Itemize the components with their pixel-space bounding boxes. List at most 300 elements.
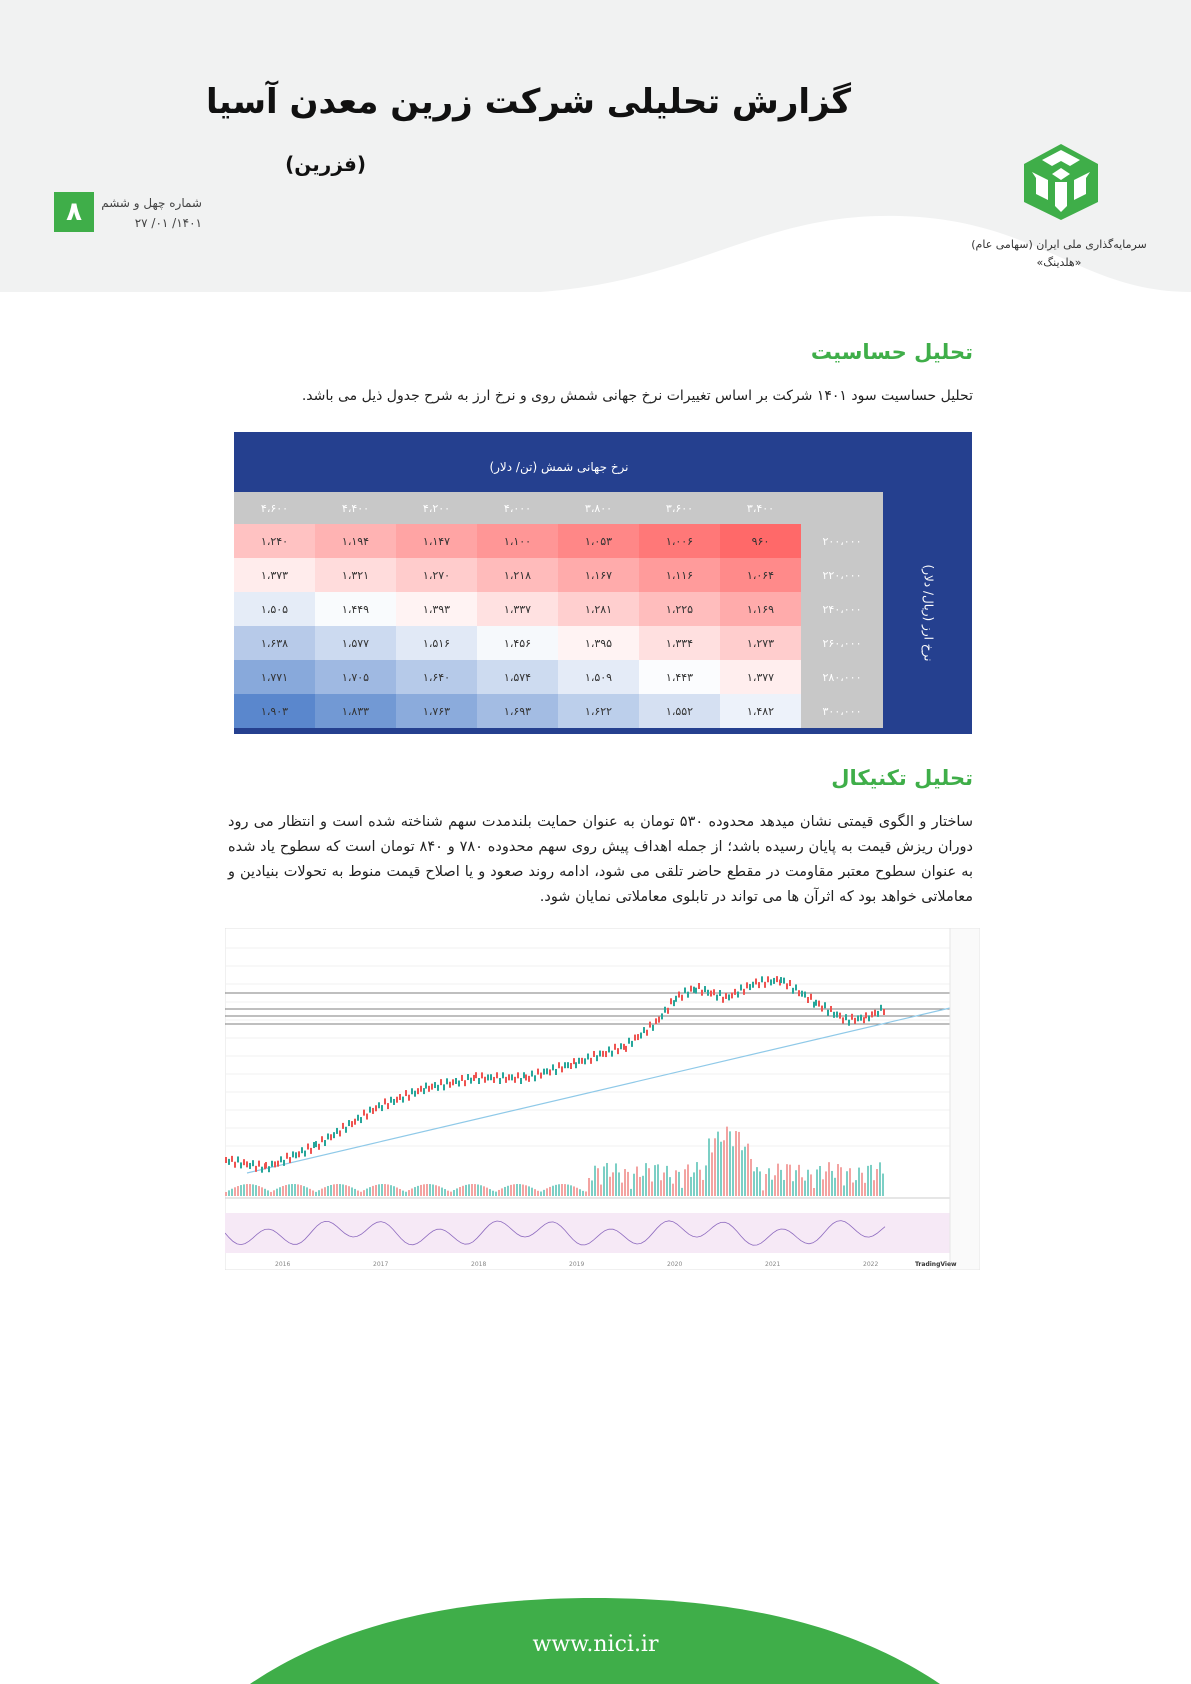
volume-bar <box>318 1190 320 1196</box>
technical-text: ساختار و الگوی قیمتی نشان میدهد محدوده ۵۳۰ تومان به عنوان حمایت بلندمدت سهم شناخته شده است و انتظار می رود دوران ریزش قیمت به پایان رسیده باشد؛ از جمله اهداف پیش روی سهم محدوده ۷۸۰ و ۸۴۰ تومان است که سطوح یاد شده به عنوان سطوح معتبر مقاومت در مقطع حاضر تلقی می شود، ادامه روند صعود و یا اصلاح قیمت منوط به تحولات بنیادین و معاملاتی خواهد بود که اثرآن ها می تواند در تابلوی معاملاتی نمایان شود. <box>228 814 973 905</box>
price-candle <box>740 985 742 991</box>
price-candle <box>605 1051 607 1057</box>
price-candle <box>425 1083 427 1089</box>
price-candle <box>369 1107 371 1113</box>
volume-bar <box>750 1159 752 1196</box>
volume-bar <box>483 1186 485 1196</box>
website-url[interactable]: www.nici.ir <box>532 1632 659 1657</box>
sensitivity-cell: ۱،۷۰۵ <box>315 660 396 694</box>
volume-bar <box>603 1166 605 1196</box>
volume-bar <box>462 1186 464 1196</box>
volume-bar <box>786 1164 788 1196</box>
volume-bar <box>738 1132 740 1196</box>
volume-bar <box>666 1166 668 1196</box>
volume-bar <box>843 1185 845 1196</box>
volume-bar <box>606 1163 608 1196</box>
price-candle <box>658 1017 660 1023</box>
sensitivity-table-container <box>234 432 972 734</box>
price-candle <box>490 1074 492 1080</box>
price-candle <box>764 982 766 988</box>
volume-bar <box>804 1181 806 1196</box>
volume-bar <box>273 1190 275 1196</box>
price-candle <box>499 1078 501 1084</box>
volume-bar <box>315 1192 317 1196</box>
volume-bar <box>654 1165 656 1196</box>
price-candle <box>405 1090 407 1096</box>
volume-bar <box>471 1184 473 1196</box>
price-candle <box>634 1035 636 1041</box>
price-candle <box>378 1102 380 1108</box>
volume-bar <box>570 1185 572 1196</box>
price-candle <box>590 1058 592 1064</box>
volume-bar <box>237 1186 239 1196</box>
volume-bar <box>489 1189 491 1196</box>
volume-bar <box>309 1189 311 1196</box>
price-candle <box>246 1161 248 1167</box>
price-candle <box>848 1020 850 1026</box>
price-candle <box>581 1058 583 1064</box>
price-candle <box>511 1074 513 1080</box>
volume-bar <box>564 1184 566 1196</box>
price-candle <box>428 1086 430 1092</box>
price-candle <box>252 1160 254 1166</box>
price-candle <box>664 1007 666 1013</box>
volume-bar <box>615 1163 617 1196</box>
price-candle <box>655 1018 657 1024</box>
price-candle <box>417 1088 419 1094</box>
price-candle <box>408 1095 410 1101</box>
price-candle <box>255 1166 257 1172</box>
price-candle <box>402 1097 404 1103</box>
volume-bar <box>270 1192 272 1196</box>
volume-bar <box>729 1131 731 1196</box>
sensitivity-row-header: ۳۰۰،۰۰۰ <box>801 694 883 728</box>
price-candle <box>496 1072 498 1078</box>
volume-bar <box>642 1176 644 1196</box>
x-tick-label: 2018 <box>471 1261 487 1268</box>
volume-bar <box>540 1192 542 1196</box>
volume-bar <box>264 1189 266 1196</box>
volume-bar <box>789 1165 791 1196</box>
price-candle <box>493 1077 495 1083</box>
price-candle <box>874 1010 876 1016</box>
volume-bar <box>873 1180 875 1196</box>
sensitivity-cell: ۱،۴۸۲ <box>720 694 801 728</box>
price-candle <box>813 1002 815 1008</box>
volume-bar <box>516 1184 518 1196</box>
volume-bar <box>372 1186 374 1196</box>
price-candle <box>360 1117 362 1123</box>
price-candle <box>396 1097 398 1103</box>
price-candle <box>265 1162 267 1168</box>
technical-price-chart <box>225 928 980 1270</box>
price-candle <box>339 1130 341 1136</box>
price-candle <box>393 1099 395 1105</box>
volume-bar <box>573 1186 575 1196</box>
volume-bar <box>636 1167 638 1196</box>
price-candle <box>698 983 700 989</box>
price-candle <box>268 1166 270 1172</box>
volume-bar <box>579 1189 581 1196</box>
x-tick-label: 2017 <box>373 1261 389 1268</box>
price-candle <box>558 1062 560 1068</box>
volume-bar <box>558 1184 560 1196</box>
sensitivity-cell: ۱،۶۹۳ <box>477 694 558 728</box>
sensitivity-heading: تحلیل حساسیت <box>810 340 973 364</box>
price-candle <box>261 1167 263 1173</box>
volume-bar <box>420 1185 422 1196</box>
volume-bar <box>387 1184 389 1196</box>
price-candle <box>366 1114 368 1120</box>
sensitivity-cell: ۱،۰۰۶ <box>639 524 720 558</box>
sensitivity-column-header: ۴،۰۰۰ <box>477 492 558 524</box>
price-candle <box>552 1064 554 1070</box>
price-candle <box>411 1088 413 1094</box>
sensitivity-cell: ۱،۱۴۷ <box>396 524 477 558</box>
sensitivity-cell: ۱،۲۷۳ <box>720 626 801 660</box>
price-candle <box>381 1105 383 1111</box>
price-candle <box>602 1051 604 1057</box>
price-candle <box>390 1097 392 1103</box>
price-candle <box>243 1159 245 1165</box>
volume-bar <box>585 1191 587 1196</box>
volume-bar <box>468 1184 470 1196</box>
volume-bar <box>708 1138 710 1196</box>
price-candle <box>446 1078 448 1084</box>
price-candle <box>599 1051 601 1057</box>
price-candle <box>508 1074 510 1080</box>
volume-bar <box>429 1184 431 1196</box>
price-candle <box>640 1033 642 1039</box>
tradingview-brand: TradingView <box>915 1261 957 1268</box>
price-candle <box>652 1025 654 1031</box>
company-logo-icon <box>1022 142 1100 222</box>
price-candle <box>505 1077 507 1083</box>
volume-bar <box>798 1165 800 1196</box>
sensitivity-cell: ۱،۶۳۸ <box>234 626 315 660</box>
volume-bar <box>864 1183 866 1196</box>
volume-bar <box>243 1184 245 1196</box>
price-candle <box>725 993 727 999</box>
volume-bar <box>399 1189 401 1196</box>
volume-bar <box>855 1180 857 1196</box>
rsi-band <box>225 1213 950 1253</box>
volume-bar <box>288 1184 290 1196</box>
volume-bar <box>840 1167 842 1196</box>
volume-bar <box>546 1188 548 1196</box>
price-candle <box>792 988 794 994</box>
price-candle <box>701 990 703 996</box>
volume-bar <box>384 1184 386 1196</box>
volume-bar <box>663 1172 665 1196</box>
price-candle <box>755 979 757 985</box>
price-candle <box>804 992 806 998</box>
price-candle <box>670 998 672 1004</box>
price-candle <box>807 997 809 1003</box>
volume-bar <box>480 1185 482 1196</box>
x-tick-label: 2022 <box>863 1261 879 1268</box>
volume-bar <box>513 1184 515 1196</box>
volume-bar <box>684 1169 686 1196</box>
sensitivity-cell: ۹۶۰ <box>720 524 801 558</box>
volume-bar <box>495 1192 497 1196</box>
volume-bar <box>831 1171 833 1196</box>
volume-bar <box>759 1171 761 1196</box>
organization-name <box>969 236 1149 272</box>
price-candle <box>384 1098 386 1104</box>
volume-bar <box>561 1184 563 1196</box>
price-candle <box>871 1011 873 1017</box>
volume-bar <box>552 1186 554 1196</box>
price-candle <box>722 997 724 1003</box>
sensitivity-cell: ۱،۲۷۰ <box>396 558 477 592</box>
sensitivity-column-header: ۳،۸۰۰ <box>558 492 639 524</box>
sensitivity-cell: ۱،۳۳۷ <box>477 592 558 626</box>
price-candle <box>570 1063 572 1069</box>
price-candle <box>743 989 745 995</box>
price-candle <box>240 1162 242 1168</box>
sensitivity-cell: ۱،۷۷۱ <box>234 660 315 694</box>
price-candle <box>283 1160 285 1166</box>
volume-bar <box>342 1184 344 1196</box>
volume-bar <box>543 1190 545 1196</box>
price-candle <box>357 1115 359 1121</box>
price-candle <box>880 1005 882 1011</box>
sensitivity-cell: ۱،۴۴۹ <box>315 592 396 626</box>
price-candle <box>578 1058 580 1064</box>
price-candle <box>567 1062 569 1068</box>
volume-bar <box>648 1168 650 1196</box>
price-candle <box>301 1147 303 1153</box>
price-candle <box>815 1000 817 1006</box>
sensitivity-row <box>234 524 883 558</box>
volume-bar <box>819 1166 821 1196</box>
price-candle <box>399 1094 401 1100</box>
volume-bar <box>498 1190 500 1196</box>
volume-bar <box>717 1132 719 1196</box>
volume-bar <box>501 1188 503 1196</box>
sensitivity-table <box>234 492 883 728</box>
volume-bar <box>762 1190 764 1196</box>
volume-bar <box>444 1189 446 1196</box>
price-candle <box>737 992 739 998</box>
sensitivity-cell: ۱،۵۰۵ <box>234 592 315 626</box>
volume-bar <box>528 1186 530 1196</box>
price-candle <box>473 1075 475 1081</box>
sensitivity-row-header: ۲۰۰،۰۰۰ <box>801 524 883 558</box>
price-candle <box>564 1062 566 1068</box>
volume-bar <box>363 1190 365 1196</box>
sensitivity-header-row <box>234 492 883 524</box>
volume-bar <box>870 1165 872 1196</box>
volume-bar <box>228 1190 230 1196</box>
price-candle <box>719 990 721 996</box>
volume-bar <box>723 1140 725 1196</box>
price-candle <box>455 1078 457 1084</box>
price-candle <box>868 1015 870 1021</box>
volume-bar <box>630 1189 632 1196</box>
sensitivity-cell: ۱،۱۶۷ <box>558 558 639 592</box>
volume-bar <box>783 1180 785 1196</box>
price-candle <box>573 1058 575 1064</box>
price-candle <box>758 982 760 988</box>
price-candle <box>354 1119 356 1125</box>
sensitivity-cell: ۱،۵۷۷ <box>315 626 396 660</box>
volume-bar <box>612 1172 614 1196</box>
sensitivity-x-title: نرخ جهانی شمش (تن/ دلار) <box>489 460 629 474</box>
price-candle <box>710 991 712 997</box>
volume-bar <box>687 1164 689 1196</box>
volume-bar <box>576 1188 578 1196</box>
price-candle <box>484 1077 486 1083</box>
volume-bar <box>357 1191 359 1196</box>
volume-bar <box>765 1174 767 1196</box>
volume-bar <box>756 1167 758 1196</box>
price-candle <box>681 995 683 1001</box>
volume-bar <box>381 1184 383 1196</box>
volume-bar <box>696 1162 698 1196</box>
price-candle <box>517 1072 519 1078</box>
price-candle <box>824 1002 826 1008</box>
price-candle <box>795 984 797 990</box>
price-candle <box>845 1014 847 1020</box>
volume-bar <box>447 1191 449 1196</box>
price-candle <box>776 976 778 982</box>
sensitivity-row-header: ۲۸۰،۰۰۰ <box>801 660 883 694</box>
volume-bar <box>879 1162 881 1196</box>
issue-date: ۱۴۰۱/ ۰۱/ ۲۷ <box>134 216 202 230</box>
volume-bar <box>624 1169 626 1196</box>
volume-bar <box>240 1185 242 1196</box>
sensitivity-row <box>234 558 883 592</box>
volume-bar <box>741 1150 743 1196</box>
sensitivity-cell: ۱،۱۹۴ <box>315 524 396 558</box>
volume-bar <box>600 1185 602 1196</box>
volume-bar <box>474 1184 476 1196</box>
volume-bar <box>354 1189 356 1196</box>
issue-info <box>100 193 202 233</box>
volume-bar <box>279 1187 281 1196</box>
volume-bar <box>306 1187 308 1196</box>
price-candle <box>877 1011 879 1017</box>
price-candle <box>716 995 718 1001</box>
issue-label: شماره چهل و ششم <box>101 196 202 210</box>
volume-bar <box>519 1184 521 1196</box>
price-candle <box>348 1120 350 1126</box>
price-candle <box>478 1078 480 1084</box>
price-candle <box>228 1159 230 1165</box>
price-candle <box>286 1153 288 1159</box>
price-candle <box>470 1078 472 1084</box>
price-candle <box>625 1046 627 1052</box>
price-candle <box>292 1151 294 1157</box>
volume-bar <box>378 1184 380 1196</box>
price-candle <box>860 1015 862 1021</box>
volume-bar <box>300 1185 302 1196</box>
price-candle <box>693 987 695 993</box>
price-candle <box>546 1068 548 1074</box>
volume-bar <box>849 1168 851 1196</box>
volume-bar <box>303 1186 305 1196</box>
price-candle <box>318 1144 320 1150</box>
sensitivity-cell: ۱،۵۱۶ <box>396 626 477 660</box>
volume-bar <box>312 1190 314 1196</box>
price-axis <box>950 928 980 1270</box>
price-candle <box>649 1022 651 1028</box>
volume-bar <box>348 1186 350 1196</box>
volume-bar <box>246 1184 248 1196</box>
volume-bar <box>555 1185 557 1196</box>
volume-bar <box>225 1192 227 1196</box>
price-candle <box>280 1156 282 1162</box>
price-candle <box>628 1038 630 1044</box>
price-candle <box>543 1069 545 1075</box>
volume-bar <box>822 1179 824 1196</box>
volume-bar <box>735 1131 737 1196</box>
sensitivity-column-header: ۴،۶۰۰ <box>234 492 315 524</box>
price-candle <box>801 991 803 997</box>
volume-bar <box>582 1191 584 1196</box>
price-candle <box>487 1074 489 1080</box>
sensitivity-cell: ۱،۴۴۳ <box>639 660 720 694</box>
volume-bar <box>669 1177 671 1196</box>
volume-bar <box>771 1180 773 1196</box>
sensitivity-row <box>234 626 883 660</box>
price-candle <box>528 1076 530 1082</box>
price-candle <box>707 990 709 996</box>
volume-bar <box>807 1170 809 1196</box>
org-line-2: «هلدینگ» <box>1036 256 1082 269</box>
volume-bar <box>492 1191 494 1196</box>
sensitivity-y-title-wrap <box>885 492 972 734</box>
volume-bar <box>351 1187 353 1196</box>
sensitivity-cell: ۱،۷۶۳ <box>396 694 477 728</box>
volume-bar <box>657 1164 659 1196</box>
price-candle <box>449 1082 451 1088</box>
price-candle <box>372 1108 374 1114</box>
price-candle <box>780 977 782 983</box>
price-candle <box>249 1163 251 1169</box>
price-candle <box>289 1157 291 1163</box>
volume-bar <box>867 1166 869 1196</box>
sensitivity-intro: تحلیل حساسیت سود ۱۴۰۱ شرکت بر اساس تغییرات نرخ جهانی شمش روی و نرخ ارز به شرح جدول ذیل می باشد. <box>301 388 973 404</box>
price-candle <box>842 1017 844 1023</box>
price-candle <box>786 983 788 989</box>
price-candle <box>420 1086 422 1092</box>
price-candle <box>443 1084 445 1090</box>
sensitivity-row-header: ۲۶۰،۰۰۰ <box>801 626 883 660</box>
price-candle <box>452 1079 454 1085</box>
volume-bar <box>360 1192 362 1196</box>
price-candle <box>810 994 812 1000</box>
volume-bar <box>375 1185 377 1196</box>
technical-heading: تحلیل تکنیکال <box>831 766 973 790</box>
volume-bar <box>456 1188 458 1196</box>
sensitivity-cell: ۱،۲۱۸ <box>477 558 558 592</box>
price-candle <box>461 1075 463 1081</box>
sensitivity-corner-cell <box>801 492 883 524</box>
price-candle <box>761 976 763 982</box>
org-line-1: سرمایه‌گذاری ملی ایران (سهامی عام) <box>971 238 1147 251</box>
volume-bar <box>774 1175 776 1196</box>
sensitivity-cell: ۱،۵۰۹ <box>558 660 639 694</box>
price-candle <box>773 978 775 984</box>
price-candle <box>863 1017 865 1023</box>
sensitivity-row <box>234 660 883 694</box>
volume-bar <box>234 1187 236 1196</box>
price-candle <box>854 1018 856 1024</box>
volume-bar <box>417 1186 419 1196</box>
